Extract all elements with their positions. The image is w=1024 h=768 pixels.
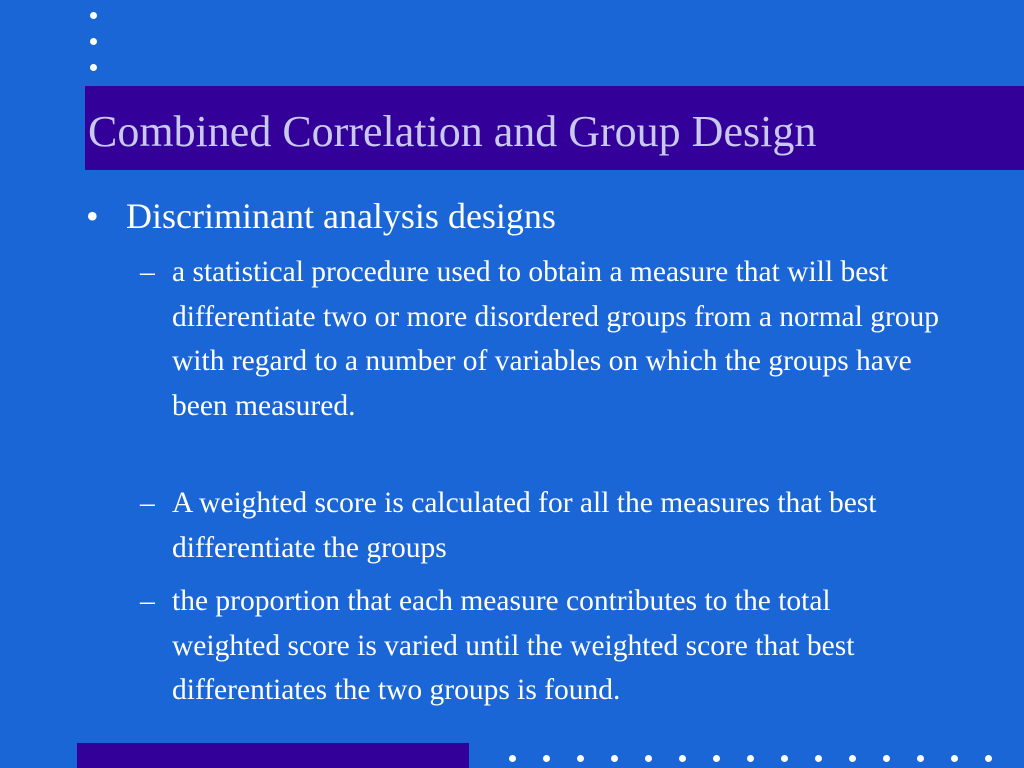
sub-bullet-text: A weighted score is calculated for all the measures that best differentiate the groups <box>172 487 877 564</box>
sub-bullet-text: a statistical procedure used to obtain a measure that will best differentiate two or more disordered groups from a normal group with regard to a number of variables on which the groups have been measured. <box>172 256 940 422</box>
sub-bullet-marker: – <box>140 585 155 617</box>
sub-bullet-text: the proportion that each measure contributes to the total weighted score is varied until the weighted score that best differentiates the two groups is found. <box>172 585 855 707</box>
sub-bullet-item <box>140 579 940 713</box>
sub-bullet-marker: – <box>140 256 155 288</box>
sub-bullet-item <box>140 250 940 428</box>
slide-title: Combined Correlation and Group Design <box>88 107 817 156</box>
sub-bullet-marker: – <box>140 487 155 519</box>
bullet-marker: • <box>86 196 99 236</box>
sub-bullet-item <box>140 481 940 570</box>
bullet-text: Discriminant analysis designs <box>126 196 556 236</box>
